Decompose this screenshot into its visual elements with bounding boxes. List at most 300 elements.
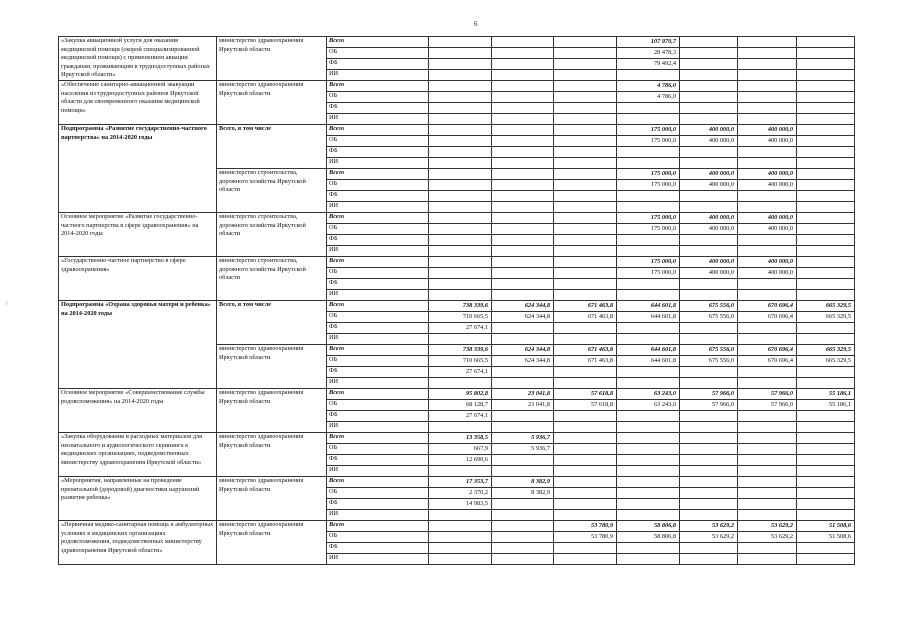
amount-cell: 400 000,0 bbox=[738, 136, 797, 147]
funding-source: ФБ bbox=[327, 147, 429, 158]
amount-cell bbox=[429, 268, 492, 279]
amount-cell bbox=[554, 433, 617, 444]
amount-cell bbox=[617, 235, 680, 246]
amount-cell bbox=[797, 136, 855, 147]
amount-cell: 27 674,1 bbox=[429, 367, 492, 378]
amount-cell bbox=[492, 125, 554, 136]
amount-cell bbox=[617, 103, 680, 114]
amount-cell bbox=[429, 235, 492, 246]
amount-cell bbox=[429, 543, 492, 554]
responsible-executor: министерство здравоохранения Иркутской области bbox=[217, 433, 327, 477]
amount-cell bbox=[738, 444, 797, 455]
amount-cell: 8 382,9 bbox=[492, 477, 554, 488]
funding-source: ОБ bbox=[327, 444, 429, 455]
amount-cell: 400 000,0 bbox=[680, 268, 738, 279]
amount-cell: 675 556,0 bbox=[680, 345, 738, 356]
measure-name: «Обеспечение санитарно-авиационной эвакуации населения из труднодоступных районов Иркутской области для своевременного оказания медицинской помощи» bbox=[59, 81, 217, 125]
amount-cell: 670 696,4 bbox=[738, 301, 797, 312]
amount-cell bbox=[797, 290, 855, 301]
amount-cell bbox=[738, 323, 797, 334]
table-row bbox=[59, 37, 855, 48]
amount-cell bbox=[429, 213, 492, 224]
amount-cell: 665 329,5 bbox=[797, 345, 855, 356]
table-row bbox=[59, 81, 855, 92]
amount-cell bbox=[492, 136, 554, 147]
amount-cell bbox=[492, 367, 554, 378]
amount-cell bbox=[492, 235, 554, 246]
amount-cell: 2 370,2 bbox=[429, 488, 492, 499]
amount-cell bbox=[738, 455, 797, 466]
amount-cell bbox=[617, 455, 680, 466]
table-row bbox=[59, 477, 855, 488]
amount-cell: 665 329,5 bbox=[797, 356, 855, 367]
funding-source: ФБ bbox=[327, 59, 429, 70]
amount-cell bbox=[797, 224, 855, 235]
amount-cell bbox=[738, 367, 797, 378]
amount-cell bbox=[680, 543, 738, 554]
amount-cell bbox=[680, 378, 738, 389]
responsible-executor: министерство здравоохранения Иркутской области bbox=[217, 389, 327, 433]
amount-cell: 175 000,0 bbox=[617, 125, 680, 136]
amount-cell: 667,9 bbox=[429, 444, 492, 455]
amount-cell bbox=[738, 37, 797, 48]
table-row bbox=[59, 257, 855, 268]
amount-cell: 57 966,0 bbox=[738, 400, 797, 411]
amount-cell: 23 041,8 bbox=[492, 400, 554, 411]
funding-source: ИИ bbox=[327, 246, 429, 257]
amount-cell bbox=[797, 191, 855, 202]
amount-cell bbox=[617, 554, 680, 565]
amount-cell bbox=[429, 532, 492, 543]
amount-cell bbox=[797, 169, 855, 180]
amount-cell bbox=[492, 422, 554, 433]
funding-source: ОБ bbox=[327, 312, 429, 323]
amount-cell bbox=[680, 554, 738, 565]
funding-source: ОБ bbox=[327, 92, 429, 103]
amount-cell bbox=[492, 268, 554, 279]
amount-cell bbox=[680, 202, 738, 213]
amount-cell bbox=[554, 48, 617, 59]
amount-cell bbox=[554, 422, 617, 433]
amount-cell bbox=[797, 125, 855, 136]
amount-cell: 670 696,4 bbox=[738, 345, 797, 356]
funding-source: ФБ bbox=[327, 455, 429, 466]
amount-cell: 400 000,0 bbox=[680, 180, 738, 191]
amount-cell bbox=[429, 334, 492, 345]
amount-cell: 55 186,1 bbox=[797, 400, 855, 411]
amount-cell: 95 802,8 bbox=[429, 389, 492, 400]
amount-cell: 63 243,0 bbox=[617, 389, 680, 400]
amount-cell: 51 508,6 bbox=[797, 521, 855, 532]
amount-cell bbox=[492, 543, 554, 554]
amount-cell bbox=[797, 411, 855, 422]
amount-cell bbox=[429, 422, 492, 433]
amount-cell: 68 128,7 bbox=[429, 400, 492, 411]
amount-cell bbox=[617, 422, 680, 433]
amount-cell bbox=[554, 37, 617, 48]
amount-cell bbox=[492, 81, 554, 92]
measure-name: «Государственно-частное партнерство в сфере здравоохранения» bbox=[59, 257, 217, 301]
funding-source: ИИ bbox=[327, 378, 429, 389]
amount-cell bbox=[797, 59, 855, 70]
funding-source: ОБ bbox=[327, 268, 429, 279]
amount-cell bbox=[429, 257, 492, 268]
funding-source: ОБ bbox=[327, 180, 429, 191]
amount-cell: 644 601,8 bbox=[617, 356, 680, 367]
amount-cell: 665 329,5 bbox=[797, 312, 855, 323]
amount-cell bbox=[554, 411, 617, 422]
amount-cell bbox=[617, 477, 680, 488]
amount-cell: 57 966,0 bbox=[680, 400, 738, 411]
amount-cell bbox=[429, 92, 492, 103]
amount-cell bbox=[554, 136, 617, 147]
amount-cell bbox=[617, 191, 680, 202]
amount-cell: 8 382,9 bbox=[492, 488, 554, 499]
amount-cell bbox=[492, 114, 554, 125]
amount-cell bbox=[738, 70, 797, 81]
amount-cell bbox=[492, 48, 554, 59]
amount-cell bbox=[680, 48, 738, 59]
amount-cell: 624 344,8 bbox=[492, 345, 554, 356]
amount-cell bbox=[738, 246, 797, 257]
funding-source: ИИ bbox=[327, 202, 429, 213]
funding-source: ФБ bbox=[327, 543, 429, 554]
funding-source: ФБ bbox=[327, 235, 429, 246]
amount-cell bbox=[429, 125, 492, 136]
amount-cell bbox=[797, 103, 855, 114]
table-row bbox=[59, 301, 855, 312]
amount-cell bbox=[617, 323, 680, 334]
amount-cell: 58 806,8 bbox=[617, 532, 680, 543]
amount-cell: 400 000,0 bbox=[738, 213, 797, 224]
amount-cell bbox=[554, 103, 617, 114]
funding-source: ФБ bbox=[327, 411, 429, 422]
amount-cell bbox=[617, 158, 680, 169]
amount-cell bbox=[429, 279, 492, 290]
amount-cell: 53 629,2 bbox=[680, 532, 738, 543]
amount-cell bbox=[554, 246, 617, 257]
amount-cell: 675 556,0 bbox=[680, 356, 738, 367]
amount-cell: 624 344,8 bbox=[492, 312, 554, 323]
amount-cell bbox=[680, 114, 738, 125]
responsible-executor: министерство строительства, дорожного хозяйства Иркутской области bbox=[217, 213, 327, 257]
amount-cell: 27 674,1 bbox=[429, 323, 492, 334]
amount-cell: 175 000,0 bbox=[617, 224, 680, 235]
amount-cell bbox=[680, 466, 738, 477]
amount-cell bbox=[680, 334, 738, 345]
amount-cell bbox=[738, 103, 797, 114]
amount-cell bbox=[738, 510, 797, 521]
amount-cell bbox=[429, 378, 492, 389]
amount-cell bbox=[680, 81, 738, 92]
amount-cell: 644 601,8 bbox=[617, 301, 680, 312]
amount-cell: 624 344,8 bbox=[492, 356, 554, 367]
amount-cell bbox=[492, 169, 554, 180]
amount-cell bbox=[680, 235, 738, 246]
amount-cell: 400 000,0 bbox=[680, 224, 738, 235]
amount-cell bbox=[617, 202, 680, 213]
amount-cell bbox=[554, 158, 617, 169]
funding-source: ИИ bbox=[327, 554, 429, 565]
amount-cell bbox=[554, 213, 617, 224]
funding-source: ИИ bbox=[327, 114, 429, 125]
table-row bbox=[59, 213, 855, 224]
amount-cell bbox=[492, 323, 554, 334]
amount-cell bbox=[738, 290, 797, 301]
amount-cell bbox=[680, 444, 738, 455]
amount-cell bbox=[797, 37, 855, 48]
amount-cell bbox=[429, 59, 492, 70]
measure-name: «Закупка оборудования и расходных материалов для неонатального и аудиологического скрининга в медицинских организациях, подведомственных министерству здравоохранения Иркутской области» bbox=[59, 433, 217, 477]
amount-cell bbox=[429, 70, 492, 81]
amount-cell bbox=[617, 411, 680, 422]
amount-cell: 624 344,8 bbox=[492, 301, 554, 312]
amount-cell: 670 696,4 bbox=[738, 312, 797, 323]
amount-cell bbox=[554, 279, 617, 290]
amount-cell bbox=[429, 290, 492, 301]
amount-cell bbox=[797, 257, 855, 268]
amount-cell bbox=[617, 290, 680, 301]
amount-cell bbox=[797, 158, 855, 169]
amount-cell bbox=[492, 257, 554, 268]
amount-cell bbox=[738, 378, 797, 389]
amount-cell bbox=[492, 180, 554, 191]
amount-cell bbox=[617, 466, 680, 477]
amount-cell bbox=[554, 191, 617, 202]
amount-cell bbox=[429, 180, 492, 191]
amount-cell: 57 966,0 bbox=[680, 389, 738, 400]
amount-cell bbox=[797, 323, 855, 334]
amount-cell bbox=[554, 488, 617, 499]
amount-cell bbox=[797, 510, 855, 521]
amount-cell bbox=[492, 455, 554, 466]
amount-cell bbox=[554, 125, 617, 136]
amount-cell bbox=[797, 235, 855, 246]
amount-cell: 670 696,4 bbox=[738, 356, 797, 367]
funding-source: ФБ bbox=[327, 191, 429, 202]
amount-cell bbox=[617, 367, 680, 378]
amount-cell bbox=[738, 554, 797, 565]
amount-cell bbox=[797, 213, 855, 224]
amount-cell bbox=[738, 433, 797, 444]
amount-cell: 400 000,0 bbox=[680, 136, 738, 147]
amount-cell bbox=[492, 290, 554, 301]
amount-cell bbox=[554, 92, 617, 103]
amount-cell bbox=[797, 499, 855, 510]
amount-cell bbox=[492, 147, 554, 158]
amount-cell: 738 339,6 bbox=[429, 301, 492, 312]
funding-source: Всего bbox=[327, 389, 429, 400]
amount-cell: 14 983,5 bbox=[429, 499, 492, 510]
amount-cell bbox=[492, 532, 554, 543]
funding-source: ИИ bbox=[327, 334, 429, 345]
amount-cell: 57 618,8 bbox=[554, 400, 617, 411]
amount-cell bbox=[680, 290, 738, 301]
amount-cell bbox=[554, 202, 617, 213]
amount-cell bbox=[429, 136, 492, 147]
amount-cell bbox=[680, 70, 738, 81]
funding-source: Всего bbox=[327, 521, 429, 532]
responsible-executor: министерство строительства, дорожного хозяйства Иркутской области bbox=[217, 257, 327, 301]
amount-cell: 79 492,4 bbox=[617, 59, 680, 70]
amount-cell: 53 629,2 bbox=[680, 521, 738, 532]
funding-source: Всего bbox=[327, 433, 429, 444]
funding-source: Всего bbox=[327, 37, 429, 48]
amount-cell bbox=[554, 323, 617, 334]
amount-cell: 710 665,5 bbox=[429, 312, 492, 323]
amount-cell bbox=[680, 488, 738, 499]
amount-cell bbox=[429, 81, 492, 92]
amount-cell bbox=[797, 488, 855, 499]
amount-cell: 400 000,0 bbox=[738, 125, 797, 136]
amount-cell bbox=[554, 257, 617, 268]
amount-cell bbox=[554, 510, 617, 521]
amount-cell: 671 463,8 bbox=[554, 312, 617, 323]
amount-cell bbox=[617, 147, 680, 158]
amount-cell: 27 674,1 bbox=[429, 411, 492, 422]
amount-cell bbox=[554, 367, 617, 378]
funding-source: ФБ bbox=[327, 499, 429, 510]
amount-cell bbox=[680, 147, 738, 158]
amount-cell bbox=[492, 213, 554, 224]
funding-source: ФБ bbox=[327, 367, 429, 378]
measure-name: Основное мероприятие «Развитие государственно-частного партнерства в сфере здравоохранения» на 2014-2020 годы bbox=[59, 213, 217, 257]
amount-cell: 175 000,0 bbox=[617, 257, 680, 268]
amount-cell: 53 629,2 bbox=[738, 532, 797, 543]
amount-cell bbox=[680, 92, 738, 103]
funding-source: ОБ bbox=[327, 136, 429, 147]
amount-cell: 28 478,3 bbox=[617, 48, 680, 59]
measure-name: «Закупка авиационной услуги для оказания медицинской помощи (скорой специализированной медицинской помощи) с применением авиации гражданам, проживающим в труднодоступных районах Иркутской области» bbox=[59, 37, 217, 81]
funding-source: ИИ bbox=[327, 466, 429, 477]
amount-cell bbox=[554, 81, 617, 92]
amount-cell bbox=[492, 279, 554, 290]
amount-cell: 175 000,0 bbox=[617, 180, 680, 191]
amount-cell: 175 000,0 bbox=[617, 268, 680, 279]
funding-source: Всего bbox=[327, 81, 429, 92]
amount-cell bbox=[492, 191, 554, 202]
budget-table-container bbox=[58, 36, 854, 565]
funding-source: Всего bbox=[327, 125, 429, 136]
amount-cell bbox=[738, 477, 797, 488]
amount-cell bbox=[680, 367, 738, 378]
amount-cell: 665 329,5 bbox=[797, 301, 855, 312]
amount-cell: 400 000,0 bbox=[738, 224, 797, 235]
amount-cell: 675 556,0 bbox=[680, 301, 738, 312]
amount-cell bbox=[617, 334, 680, 345]
measure-name: «Мероприятия, направленные на проведение пренатальной (дородовой) диагностики нарушений развития ребенка» bbox=[59, 477, 217, 521]
amount-cell bbox=[797, 554, 855, 565]
amount-cell: 400 000,0 bbox=[680, 257, 738, 268]
amount-cell: 671 463,8 bbox=[554, 345, 617, 356]
amount-cell bbox=[738, 92, 797, 103]
amount-cell: 4 786,0 bbox=[617, 92, 680, 103]
amount-cell: 400 000,0 bbox=[680, 125, 738, 136]
amount-cell bbox=[738, 422, 797, 433]
amount-cell: 400 000,0 bbox=[680, 213, 738, 224]
amount-cell bbox=[797, 444, 855, 455]
funding-source: Всего bbox=[327, 477, 429, 488]
measure-name: Подпрограмма «Развитие государственно-частного партнерства» на 2014-2020 годы bbox=[59, 125, 217, 213]
amount-cell: 400 000,0 bbox=[738, 169, 797, 180]
amount-cell: 400 000,0 bbox=[738, 268, 797, 279]
amount-cell bbox=[554, 444, 617, 455]
amount-cell: 5 936,7 bbox=[492, 433, 554, 444]
amount-cell bbox=[554, 554, 617, 565]
amount-cell: 710 665,5 bbox=[429, 356, 492, 367]
amount-cell bbox=[797, 422, 855, 433]
amount-cell bbox=[429, 224, 492, 235]
amount-cell bbox=[429, 202, 492, 213]
amount-cell bbox=[554, 378, 617, 389]
funding-source: ОБ bbox=[327, 356, 429, 367]
amount-cell bbox=[492, 202, 554, 213]
funding-source: ИИ bbox=[327, 422, 429, 433]
funding-source: Всего bbox=[327, 257, 429, 268]
amount-cell bbox=[492, 499, 554, 510]
amount-cell bbox=[554, 466, 617, 477]
amount-cell bbox=[738, 411, 797, 422]
amount-cell bbox=[554, 180, 617, 191]
amount-cell bbox=[797, 433, 855, 444]
amount-cell bbox=[554, 224, 617, 235]
amount-cell bbox=[429, 158, 492, 169]
margin-mark: ; bbox=[6, 300, 8, 306]
amount-cell bbox=[554, 334, 617, 345]
amount-cell: 675 556,0 bbox=[680, 312, 738, 323]
amount-cell bbox=[738, 488, 797, 499]
amount-cell: 175 000,0 bbox=[617, 213, 680, 224]
amount-cell bbox=[797, 114, 855, 125]
amount-cell bbox=[554, 543, 617, 554]
amount-cell bbox=[797, 279, 855, 290]
amount-cell bbox=[429, 48, 492, 59]
amount-cell bbox=[797, 268, 855, 279]
amount-cell: 55 186,1 bbox=[797, 389, 855, 400]
amount-cell bbox=[617, 433, 680, 444]
amount-cell bbox=[680, 411, 738, 422]
funding-source: ФБ bbox=[327, 279, 429, 290]
amount-cell: 53 780,9 bbox=[554, 532, 617, 543]
amount-cell bbox=[680, 477, 738, 488]
amount-cell bbox=[738, 279, 797, 290]
funding-source: ОБ bbox=[327, 400, 429, 411]
funding-source: ИИ bbox=[327, 290, 429, 301]
funding-source: ИИ bbox=[327, 510, 429, 521]
amount-cell bbox=[554, 147, 617, 158]
amount-cell bbox=[492, 554, 554, 565]
amount-cell bbox=[738, 499, 797, 510]
amount-cell: 53 780,9 bbox=[554, 521, 617, 532]
amount-cell: 57 966,0 bbox=[738, 389, 797, 400]
amount-cell bbox=[680, 279, 738, 290]
amount-cell bbox=[797, 334, 855, 345]
amount-cell bbox=[492, 37, 554, 48]
amount-cell bbox=[554, 268, 617, 279]
amount-cell: 175 000,0 bbox=[617, 136, 680, 147]
amount-cell bbox=[429, 169, 492, 180]
amount-cell bbox=[797, 180, 855, 191]
amount-cell: 57 618,8 bbox=[554, 389, 617, 400]
amount-cell bbox=[617, 279, 680, 290]
amount-cell bbox=[680, 323, 738, 334]
amount-cell bbox=[680, 37, 738, 48]
budget-table bbox=[58, 36, 855, 565]
amount-cell: 17 353,7 bbox=[429, 477, 492, 488]
amount-cell bbox=[429, 114, 492, 125]
amount-cell bbox=[492, 103, 554, 114]
amount-cell bbox=[554, 169, 617, 180]
